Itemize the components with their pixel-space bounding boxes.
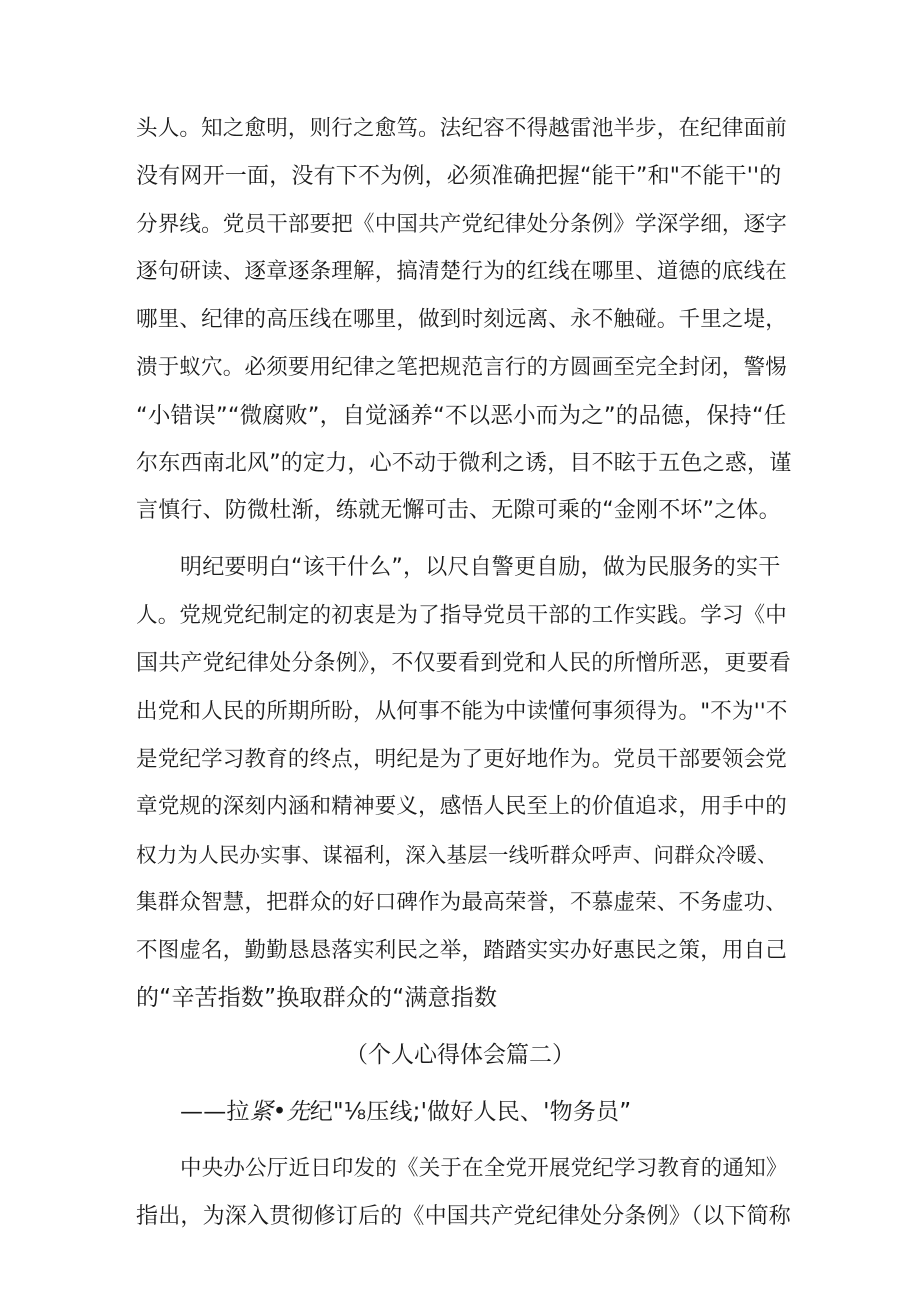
paragraph-line: 是党纪学习教育的终点，明纪是为了更好地作为。党员干部要领会党 bbox=[136, 747, 788, 772]
paragraph-line: 中央办公厅近日印发的《关于在全党开展党纪学习教育的通知》 bbox=[180, 1156, 788, 1181]
paragraph-line: 人。党规党纪制定的初衷是为了指导党员干部的工作实践。学习《中 bbox=[136, 603, 788, 628]
paragraph-line: “小错误”“微腐败”，自觉涵养“不以恶小而为之”的品德，保持“任 bbox=[136, 403, 787, 429]
paragraph-line: 集群众智慧，把群众的好口碑作为最高荣誉，不慕虚荣、不务虚功、 bbox=[136, 890, 788, 915]
paragraph-line: 权力为人民办实事、谋福利，深入基层一线听群众呼声、问群众冷暖、 bbox=[136, 843, 778, 867]
paragraph-line: 分界线。党员干部要把《中国共产党纪律处分条例》学深学细，逐字 bbox=[136, 212, 788, 237]
paragraph-line: 哪里、纪律的高压线在哪里，做到时刻远离、永不触碰。千里之堤， bbox=[136, 307, 788, 332]
paragraph-line: 指出，为深入贯彻修订后的《中国共产党纪律处分条例》（以下简称 bbox=[136, 1204, 792, 1229]
paragraph-line: 章党规的深刻内涵和精神要义，感悟人民至上的价值追求，用手中的 bbox=[136, 794, 788, 819]
paragraph-line: 的“辛苦指数”换取群众的“满意指数 bbox=[136, 985, 498, 1011]
paragraph-line: 国共产党纪律处分条例》，不仅要看到党和人民的所憎所恶，更要看 bbox=[136, 651, 792, 676]
paragraph-line: 不图虚名，勤勤恳恳落实利民之举，踏踏实实办好惠民之策，用自己 bbox=[136, 938, 788, 963]
paragraph-line: 出党和人民的所期所盼，从何事不能为中读懂何事须得为。"不为''不 bbox=[136, 699, 788, 724]
subtitle-dash: ——拉 bbox=[180, 1099, 250, 1125]
subtitle bbox=[180, 1097, 631, 1127]
paragraph-line: 头人。知之愈明，则行之愈笃。法纪容不得越雷池半步，在纪律面前 bbox=[136, 116, 788, 141]
paragraph-line: 逐句研读、逐章逐条理解，搞清楚行为的红线在哪里、道德的底线在 bbox=[136, 259, 788, 284]
paragraph-line: 明纪要明白“该干什么”，以尺自警更自励，做为民服务的实干 bbox=[180, 555, 781, 580]
paragraph-line: 溃于蚁穴。必须要用纪律之笔把规范言行的方圆画至完全封闭，警惕 bbox=[136, 355, 788, 380]
subtitle-rest: 纪"⅛压线;'做好人民、'物务员” bbox=[309, 1099, 632, 1125]
section-title: （个人心得体会篇二） bbox=[345, 1042, 575, 1068]
subtitle-italic: 紧•先 bbox=[249, 1099, 310, 1125]
paragraph-line: 没有网开一面，没有下不为例，必须准确把握“能干”和"不能干''的 bbox=[136, 164, 782, 189]
paragraph-line: 尔东西南北风”的定力，心不动于微利之诱，目不眩于五色之惑，谨 bbox=[136, 451, 792, 476]
paragraph-line: 言慎行、防微杜渐，练就无懈可击、无隙可乘的“金刚不坏”之体。 bbox=[136, 498, 781, 523]
